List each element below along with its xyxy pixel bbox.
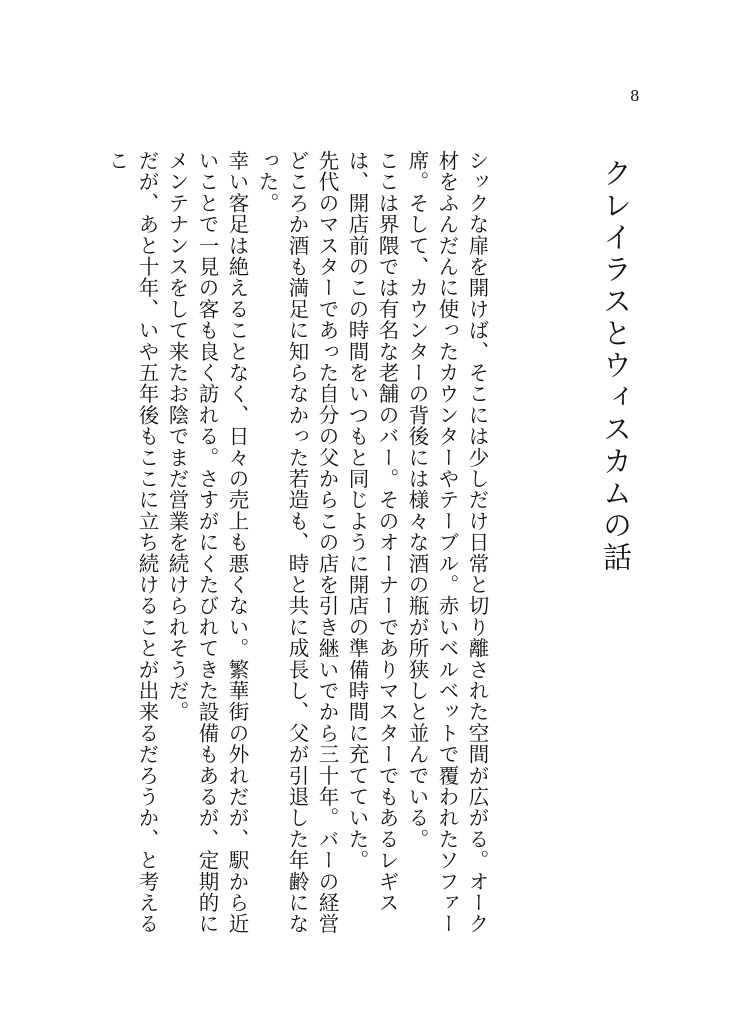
body-text [105, 150, 492, 950]
paragraph-2: ここは界隈では有名な老舗のバー。そのオーナーでありマスターでもあるレギスは、開店前のこの時間をいつもと同じように開店の準備時間に充てていた。 [345, 150, 399, 914]
paragraph-5: だが、あと十年、いや五年後もここに立ち続けることが出来るだろうか、と考えるこ [105, 150, 159, 935]
page-number: 8 [630, 87, 640, 105]
paragraph-3: 先代のマスターであった自分の父からこの店を引き継いでから三十年。バーの経営どころか酒も満足に知らなかった若造も、時と共に成長し、父が引退した年齢になった。 [255, 150, 339, 935]
chapter-title: クレイラスとウィスカムの話 [599, 158, 633, 574]
paragraph-1: シックな扉を開けば、そこには少しだけ日常と切り離された空間が広がる。オーク材をふんだんに使ったカウンターやテーブル。赤いベルベットで覆われたソファー席。そして、カウンターの背後には様々な酒の瓶が所狭しと並んでいる。 [405, 150, 489, 935]
paragraph-4: 幸い客足は絶えることなく、日々の売上も悪くない。繁華街の外れだが、駅から近いことで一見の客も良く訪れる。さすがにくたびれてきた設備もあるが、定期的にメンテナンスをして来たお陰でまだ営業を続けられそうだ。 [165, 150, 249, 935]
